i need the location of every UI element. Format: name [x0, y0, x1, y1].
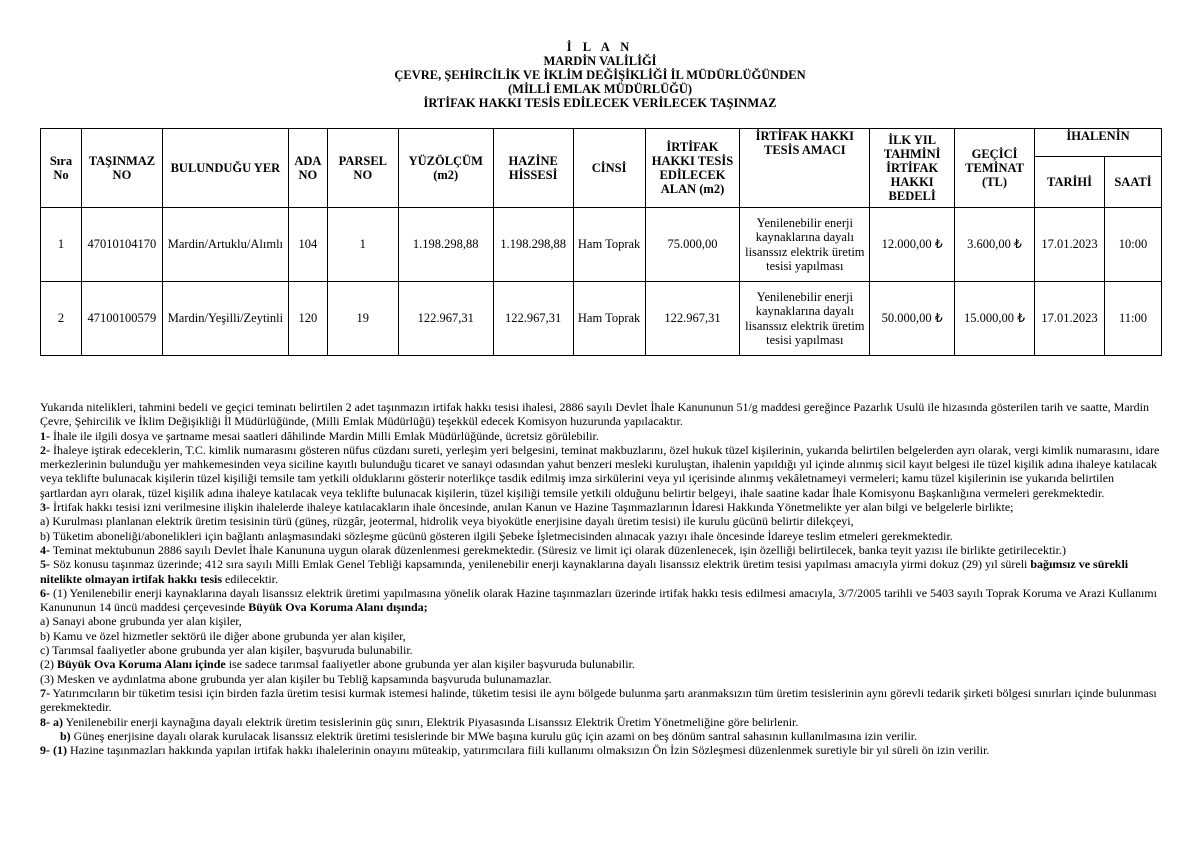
clause-text: Yatırımcıların bir tüketim tesisi için birden fazla üretim tesisi kurmak istemesi halinde, tüketim tesisi ile aynı bölgede bulunma şartı aranmaksızın tüm üretim tesislerinin aynı görevli tedarik şirketi bölgesi sınırları içinde bulunması gerekmektedir.	[40, 685, 1157, 715]
clause-text-end: edilecektir.	[222, 571, 278, 586]
cell-sira: 2	[41, 282, 82, 356]
clause-text: Söz konusu taşınmaz üzerinde; 412 sıra sayılı Milli Emlak Genel Tebliği kapsamında, yenilenebilir enerji kaynaklarına dayalı lisanssız elektrik üretim tesisi yapılması amacıyla yirmi dokuz (29) yıl süreli	[50, 557, 1031, 572]
clause-prefix: (2)	[40, 657, 57, 672]
table-row	[41, 208, 1162, 282]
clause-8a	[40, 715, 1162, 729]
clause-number: b)	[60, 728, 71, 743]
col-header-sira: Sıra No	[41, 129, 82, 208]
clause-number: 6-	[40, 585, 50, 600]
col-header-bedel: İLK YIL TAHMİNİ İRTİFAK HAKKI BEDELİ	[870, 129, 955, 208]
cell-parsel: 19	[327, 282, 398, 356]
header-sub-directorate: (MİLLİ EMLAK MÜDÜRLÜĞÜ)	[507, 82, 693, 96]
clause-4	[40, 543, 1162, 557]
col-header-yer: BULUNDUĞU YER	[162, 129, 288, 208]
clause-text: Güneş enerjisine dayalı olarak kurulacak lisanssız elektrik üretimi tesislerinde bir MWe başına kurulu güç için azami on beş dönüm santral sahasının kullanılmasına izin verilir.	[70, 728, 918, 743]
cell-tarih: 17.01.2023	[1035, 282, 1105, 356]
header-title: İ L A N	[566, 40, 634, 54]
clause-number: 8- a)	[40, 714, 63, 729]
cell-amac: Yenilenebilir enerji kaynaklarına dayalı lisanssız elektrik üretim tesisi yapılması	[740, 208, 870, 282]
cell-hazine: 1.198.298,88	[493, 208, 573, 282]
clause-text: (1) Yenilenebilir enerji kaynaklarına dayalı lisanssız elektrik üretimi yapılmasına yönelik olarak Hazine taşınmazları üzerinde irtifak hakkı tesis edilmesi amacıyla, 3/7/2005 tarihli ve 5403 sayılı Toprak Koruma ve Arazi Kullanımı Kanununun 14 üncü maddesi çerçevesinde	[40, 585, 1157, 615]
clause-number: 4-	[40, 542, 50, 557]
cell-ada: 104	[288, 208, 327, 282]
col-header-tasinmaz: TAŞINMAZ NO	[81, 129, 162, 208]
col-header-alan: İRTİFAK HAKKI TESİS EDİLECEK ALAN (m2)	[645, 129, 740, 208]
cell-bedel: 50.000,00 ₺	[870, 282, 955, 356]
col-header-saat: SAATİ	[1104, 157, 1161, 208]
cell-yuzolcum: 122.967,31	[398, 282, 493, 356]
cell-teminat: 15.000,00 ₺	[955, 282, 1035, 356]
col-header-teminat: GEÇİCİ TEMİNAT (TL)	[955, 129, 1035, 208]
clause-emphasis: bağımsız ve sürekli nitelikte olmayan irtifak hakkı tesis	[40, 557, 1129, 586]
col-header-tarih: TARİHİ	[1035, 157, 1105, 208]
announcement-body	[40, 400, 1162, 757]
cell-ada: 120	[288, 282, 327, 356]
cell-yer: Mardin/Artuklu/Alımlı	[162, 208, 288, 282]
col-header-ada: ADA NO	[288, 129, 327, 208]
col-header-yuzolcum: YÜZÖLÇÜM (m2)	[398, 129, 493, 208]
clause-1	[40, 429, 1162, 443]
col-header-hazine: HAZİNE HİSSESİ	[493, 129, 573, 208]
cell-hazine: 122.967,31	[493, 282, 573, 356]
clause-7	[40, 686, 1162, 715]
clause-number: 1-	[40, 428, 50, 443]
clause-text: Hazine taşınmazları hakkında yapılan irtifak hakkı ihalelerinin onayını müteakip, yatırımcılara fiili kullanımı olmaksızın Ön İzin Sözleşmesi düzenlenmek suretiyle bir yıl süreli ön izin verilir.	[67, 743, 990, 758]
clause-number: 9- (1)	[40, 743, 67, 758]
clause-text: İhaleye iştirak edeceklerin, T.C. kimlik numarasını gösteren nüfus cüzdanı sureti, yerleşim yeri belgesini, teminat makbuzlarını, özel hukuk tüzel kişilerinin, yukarıda belirtilen belgelerden ayrı olarak, vergi kimlik numarasını, idare merkezlerinin bulunduğu yer mahkemesinden veya siciline kayıtlı bulunduğu ticaret ve sanayi odasından yahut benzeri mesleki kuruluştan, ihalenin yapıldığı yıl içinde alınmış sicil kayıt belgesi ile tüzel kişilik adına ihaleye katılacak veya teklifte bulunacak kişilerin tüzel kişiliği temsile tam yetkili olduklarını gösterir noterlikçe tasdik edilmiş imza sirkülerini veya yıl içerisinde alınmış vekâletnameyi vermeleri; kamu tüzel kişilerinin ise yukarıda belirtilen şartlardan ayrı olarak, tüzel kişilik adına ihaleye katılacak veya teklifte bulunacak kişilerin, tüzel kişiliği temsile yetkili olduğunu belirtir belgeyi, ihale saatine kadar İhale Komisyonu Başkanlığına vermeleri gerekmektedir.	[40, 442, 1160, 500]
cell-yuzolcum: 1.198.298,88	[398, 208, 493, 282]
cell-teminat: 3.600,00 ₺	[955, 208, 1035, 282]
table-row	[41, 282, 1162, 356]
col-header-amac: İRTİFAK HAKKI TESİS AMACI	[740, 129, 870, 208]
document-header	[0, 0, 1200, 110]
cell-alan: 122.967,31	[645, 282, 740, 356]
cell-bedel: 12.000,00 ₺	[870, 208, 955, 282]
clause-text: İrtifak hakkı tesisi izni verilmesine ilişkin ihalelerde ihaleye katılacakların ihale öncesinde, anılan Kanun ve Hazine Taşınmazlarının İdaresi Hakkında Yönetmelikte yer alan bilgi ve belgelerle birlikte;	[50, 500, 1014, 515]
clause-number: 2-	[40, 442, 50, 457]
clause-number: 3-	[40, 500, 50, 515]
property-table	[40, 128, 1162, 356]
header-subject: İRTİFAK HAKKI TESİS EDİLECEK VERİLECEK TAŞINMAZ	[423, 96, 777, 110]
clause-6-2	[40, 657, 1162, 671]
clause-text: İhale ile ilgili dosya ve şartname mesai saatleri dâhilinde Mardin Milli Emlak Müdürlüğünde, ücretsiz görülebilir.	[50, 428, 599, 443]
cell-saat: 11:00	[1104, 282, 1161, 356]
header-directorate: ÇEVRE, ŞEHİRCİLİK VE İKLİM DEĞİŞİKLİĞİ İL MÜDÜRLÜĞÜNDEN	[394, 68, 806, 82]
cell-tarih: 17.01.2023	[1035, 208, 1105, 282]
clause-number: 5-	[40, 557, 50, 572]
clause-3a: a) Kurulması planlanan elektrik üretim tesisinin türü (güneş, rüzgâr, jeotermal, hidrolik veya biyokütle enerjisine dayalı üretim tesisi) ile kurulu gücünü belirtir dilekçeyi,	[40, 514, 854, 529]
clause-emphasis: Büyük Ova Koruma Alanı dışında;	[248, 600, 428, 615]
clause-2	[40, 443, 1162, 500]
clause-6	[40, 586, 1162, 615]
col-header-cinsi: CİNSİ	[573, 129, 645, 208]
clause-5	[40, 557, 1162, 586]
clause-3b: b) Tüketim aboneliği/abonelikleri için bağlantı anlaşmasındaki sözleşme gücünü gösteren ilgili Şebeke İşletmecisinden alınacak yazıyı ihale öncesinde İdareye teslim etmeleri gerekmektedir.	[40, 528, 953, 543]
cell-cinsi: Ham Toprak	[573, 208, 645, 282]
header-governorship: MARDİN VALİLİĞİ	[543, 54, 657, 68]
cell-tasinmaz: 47010104170	[81, 208, 162, 282]
clause-8b	[40, 729, 1162, 743]
col-header-ihale: İHALENİN	[1035, 129, 1162, 157]
cell-saat: 10:00	[1104, 208, 1161, 282]
cell-cinsi: Ham Toprak	[573, 282, 645, 356]
cell-sira: 1	[41, 208, 82, 282]
cell-yer: Mardin/Yeşilli/Zeytinli	[162, 282, 288, 356]
clause-text: Teminat mektubunun 2886 sayılı Devlet İhale Kanununa uygun olarak düzenlenmesi gerekmektedir. (Süresiz ve limit içi olarak düzenlenecek, işin özelliği belirtilecek, banka teyit yazısı ile birlikte getirilecektir.)	[50, 542, 1066, 557]
intro-paragraph: Yukarıda nitelikleri, tahmini bedeli ve geçici teminatı belirtilen 2 adet taşınmazın irtifak hakkı tesisi ihalesi, 2886 sayılı Devlet İhale Kanununun 51/g maddesi gereğince Pazarlık Usulü ile hizasında gösterilen tarih ve saatte, Mardin Çevre, Şehircilik ve İklim Değişikliği İl Müdürlüğünde, (Milli Emlak Müdürlüğü) teşekkül edecek Komisyon huzurunda yapılacaktır.	[40, 400, 1150, 429]
col-header-parsel: PARSEL NO	[327, 129, 398, 208]
cell-tasinmaz: 47100100579	[81, 282, 162, 356]
cell-alan: 75.000,00	[645, 208, 740, 282]
cell-parsel: 1	[327, 208, 398, 282]
clause-6-3: (3) Mesken ve aydınlatma abone grubunda yer alan kişiler bu Tebliğ kapsamında başvuruda bulunamazlar.	[40, 671, 552, 686]
clause-text: ise sadece tarımsal faaliyetler abone grubunda yer alan kişiler başvuruda bulunabilir.	[225, 657, 635, 672]
clause-9	[40, 743, 1162, 757]
clause-6b: b) Kamu ve özel hizmetler sektörü ile diğer abone grubunda yer alan kişiler,	[40, 628, 406, 643]
clause-6a: a) Sanayi abone grubunda yer alan kişiler,	[40, 614, 242, 629]
clause-number: 7-	[40, 685, 50, 700]
cell-amac: Yenilenebilir enerji kaynaklarına dayalı lisanssız elektrik üretim tesisi yapılması	[740, 282, 870, 356]
clause-3	[40, 500, 1162, 514]
clause-emphasis: Büyük Ova Koruma Alanı içinde	[57, 657, 226, 672]
clause-6c: c) Tarımsal faaliyetler abone grubunda yer alan kişiler, başvuruda bulunabilir.	[40, 643, 413, 658]
clause-text: Yenilenebilir enerji kaynağına dayalı elektrik üretim tesislerinin güç sınırı, Elektrik Piyasasında Lisanssız Elektrik Üretim Yönetmeliğine göre belirlenir.	[63, 714, 799, 729]
